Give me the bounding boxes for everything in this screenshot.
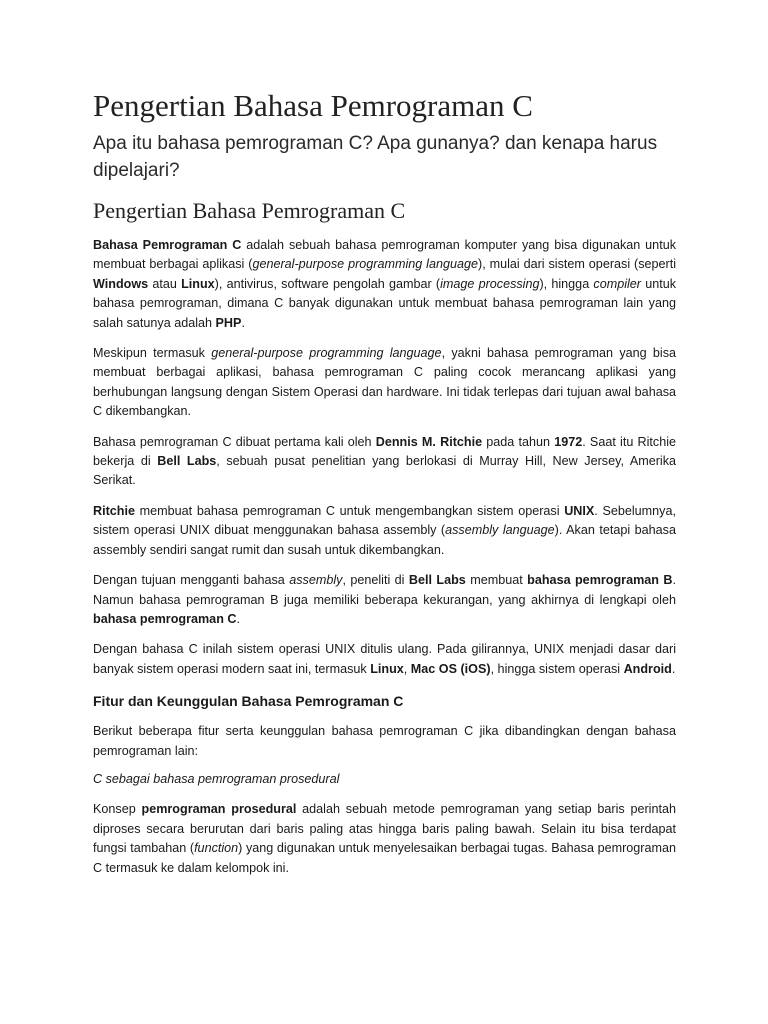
paragraph-5: Dengan tujuan mengganti bahasa assembly, peneliti di Bell Labs membuat bahasa pemrograman B. Namun bahasa pemrograman B juga memiliki beberapa kekurangan, yang akhirnya di lengkapi oleh bahasa pemrograman C. — [93, 573, 676, 626]
paragraph-1: Bahasa Pemrograman C adalah sebuah bahasa pemrograman komputer yang bisa digunakan untuk membuat berbagai aplikasi (general-purpose programming language), mulai dari sistem operasi (seperti Windows atau Linux), antivirus, software pengolah gambar (image processing), hingga compiler untuk bahasa pemrograman, dimana C banyak digunakan untuk membuat bahasa pemrograman lain yang salah satunya adalah PHP. — [93, 238, 677, 330]
paragraph-7: Berikut beberapa fitur serta keunggulan bahasa pemrograman C jika dibandingkan dengan bahasa pemrograman lain: — [93, 724, 676, 758]
section-heading: Pengertian Bahasa Pemrograman C — [93, 198, 406, 223]
subheading-features: Fitur dan Keunggulan Bahasa Pemrograman C — [93, 693, 404, 710]
paragraph-9: Konsep pemrograman prosedural adalah sebuah metode pemrograman yang setiap baris perintah diproses secara berurutan dari baris paling atas hingga baris paling bawah. Selain itu bisa terdapat fungsi tambahan (function) yang digunakan untuk menyelesaikan berbagai tugas. Bahasa pemrograman C termasuk ke dalam kelompok ini. — [93, 802, 676, 875]
document-subtitle: Apa itu bahasa pemrograman C? Apa gunanya? dan kenapa harus dipelajari? — [93, 133, 658, 181]
paragraph-6: Dengan bahasa C inilah sistem operasi UNIX ditulis ulang. Pada gilirannya, UNIX menjadi dasar dari banyak sistem operasi modern saat ini, termasuk Linux, Mac OS (iOS), hingga sistem operasi Android. — [93, 642, 676, 676]
paragraph-8-italic: C sebagai bahasa pemrograman prosedural — [93, 771, 340, 786]
paragraph-4: Ritchie membuat bahasa pemrograman C untuk mengembangkan sistem operasi UNIX. Sebelumnya, sistem operasi UNIX dibuat menggunakan bahasa assembly (assembly language). Akan tetapi bahasa assembly sendiri sangat rumit dan susah untuk dikembangkan. — [93, 503, 676, 557]
paragraph-2: Meskipun termasuk general-purpose programming language, yakni bahasa pemrograman yang bisa membuat berbagai aplikasi, bahasa pemrograman C paling cocok merancang aplikasi yang berhubungan langsung dengan Sistem Operasi dan hardware. Ini tidak terlepas dari tujuan awal bahasa C dikembangkan. — [93, 346, 677, 419]
paragraph-3: Bahasa pemrograman C dibuat pertama kali oleh Dennis M. Ritchie pada tahun 1972. Saat itu Ritchie bekerja di Bell Labs, sebuah pusat penelitian yang berlokasi di Murray Hill, New Jersey, Amerika Serikat. — [93, 434, 677, 488]
document-title: Pengertian Bahasa Pemrograman C — [93, 88, 533, 123]
